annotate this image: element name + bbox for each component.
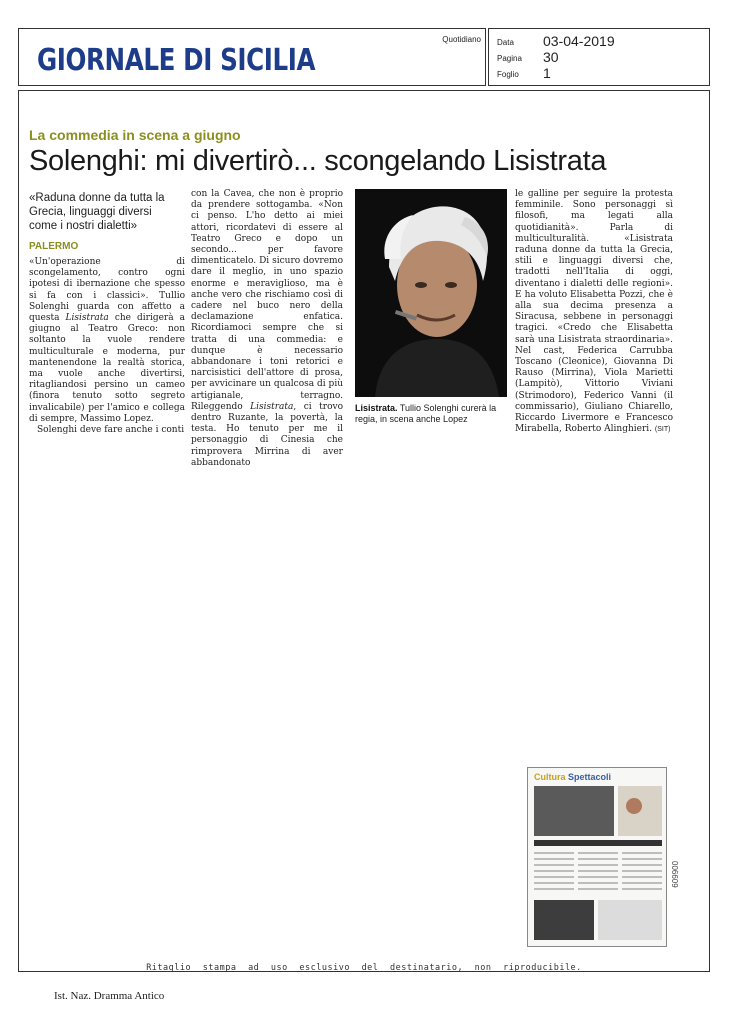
clipping-frame (18, 90, 710, 972)
meta-label: Pagina (497, 54, 522, 63)
text-run-italic: Lisistrata (250, 401, 294, 412)
article-standfirst: «Raduna donne da tutta la Grecia, linguaggi diversi come i nostri dialetti» (29, 192, 165, 232)
masthead-box (18, 28, 486, 86)
meta-row-sheet (497, 65, 697, 81)
meta-row-page (497, 49, 697, 65)
signature: (SIT) (654, 426, 671, 434)
article-dateline: PALERMO (29, 241, 79, 252)
article-column-1 (29, 257, 185, 436)
meta-value: 03-04-2019 (543, 33, 615, 49)
side-code: 006609 (670, 861, 679, 888)
thumbnail-title-a: Cultura (534, 772, 566, 782)
text-run-italic: Lisistrata (65, 313, 109, 324)
page-thumbnail (527, 767, 667, 947)
text-run: con la Cavea, che non è proprio da prendere sottogamba. «Non ci penso. L'ho detto ai miei attori, ricordatevi di essere al Teatro Greco e dopo un secondo... per favore dimenticatelo. Di sicuro dovremo dare il meglio, in uno spazio enorme e meraviglioso, ma è anche vero che rischiamo così di cadere nel buco nero della declamazione enfatica. Ricordiamoci sempre che si tratta di una commedia: e dunque è necessario abbandonare i toni retorici e narcisistici dell'attore di prosa, per avvicinare un qualcosa di più artigianale, terragno. Rileggendo (191, 189, 343, 412)
meta-box (488, 28, 710, 86)
meta-value: 1 (543, 65, 551, 81)
footer-note: Ritaglio stampa ad uso esclusivo del destinatario, non riproducibile. (146, 963, 582, 973)
meta-value: 30 (543, 49, 559, 65)
paragraph: Solenghi deve fare anche i conti (37, 425, 185, 436)
photo-caption (355, 403, 511, 425)
text-run: , ci trovo dentro Ruzante, la povertà, la testa. Ho tenuto per me il personaggio di Cinesia che rimprovera Mirrina di aver abbandonato (191, 401, 344, 468)
paragraph (515, 189, 673, 435)
paragraph (29, 257, 185, 425)
article-photo (355, 189, 507, 397)
portrait-illustration (355, 189, 507, 397)
paragraph (191, 189, 343, 469)
bottom-label: Ist. Naz. Dramma Antico (54, 990, 165, 1002)
meta-row-date (497, 33, 697, 49)
caption-text: Tullio Solenghi curerà la regia, in scena anche Lopez (355, 403, 497, 424)
thumbnail-title-b: Spettacoli (568, 772, 612, 782)
article-headline: Solenghi: mi divertirò... scongelando Lisistrata (29, 145, 607, 177)
text-run: le galline per seguire la protesta femminile. Sono personaggi sì filosofi, ma legati alla quotidianità». Parla di multiculturalità. «Lisistrata raduna donne da tutta la Grecia, stili e linguaggi diversi che, tradotti nell'Italia di oggi, diventano i dialetti delle regioni». E ha voluto Elisabetta Pozzi, che è alla sua decima presenza a Siracusa, sebbene in personaggi tragici. «Credo che Elisabetta sarà una Lisistrata straordinaria». Nel cast, Federica Carrubba Toscano (Cleonice), Giovanna Di Rauso (Mirrina), Viola Marietti (Lampitò), Vittorio Viviani (Strimodoro), Federico Vanni (il commissario), Giuliano Chiarello, Riccardo Livermore e Francesco Mirabella, Roberto Alinghieri. (515, 189, 673, 435)
article-column-3 (515, 189, 673, 435)
article-column-2 (191, 189, 343, 469)
article-kicker: La commedia in scena a giugno (29, 127, 241, 143)
masthead-logo: GIORNALE DI SICILIA (37, 43, 316, 78)
meta-label: Data (497, 38, 514, 47)
publication-type: Quotidiano (442, 35, 481, 44)
caption-bold: Lisistrata. (355, 403, 398, 413)
text-run: che dirigerà a giugno al Teatro Greco: non soltanto la vuole rendere multiculturale e moderna, pur mantenendone la realtà storica, ma vuole anche divertirsi, ritagliandosi persino un cameo (finora tenuto sotto segreto invalicabile) per l'amico e collega di sempre, Massimo Lopez. (29, 313, 185, 424)
thumbnail-layout (528, 768, 667, 947)
meta-label: Foglio (497, 70, 519, 79)
text-run: «Un'operazione di scongelamento, contro ogni ipotesi di ibernazione che spesso si fa con i classici». Tullio Solenghi guarda con affetto a questa (29, 257, 185, 324)
